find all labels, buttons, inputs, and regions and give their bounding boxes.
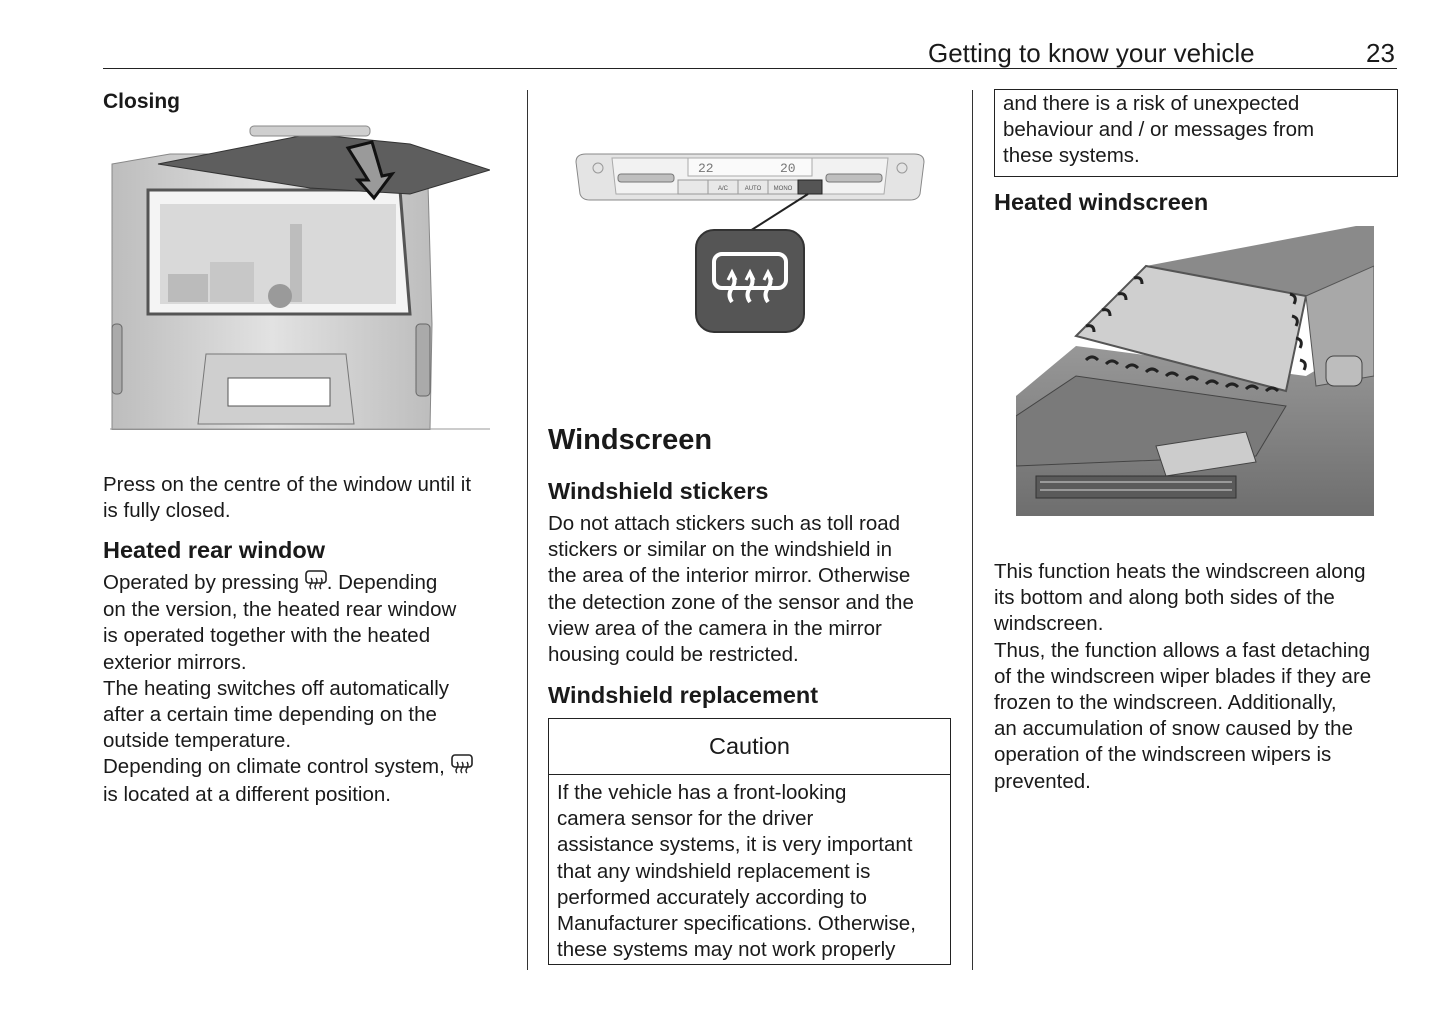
panel-display-left: 22 [698,161,714,176]
heated-windscreen-text: This function heats the windscreen along its bottom and along both sides of the windscreen. Thus, the function allows a fast detaching of the windscreen wiper blades if they are frozen to the windscreen. Additionally, an accumulation of snow caused by the operation of the windscreen wipers is prevented. [994,560,1372,793]
caution-box [548,718,951,965]
closing-paragraph-block [103,472,518,524]
windshield-stickers-text: Do not attach stickers such as toll road stickers or similar on the windshield in the area of the interior mirror. Otherwise the detection zone of the sensor and the view area of the camera in the mirror housing could be restricted. [548,512,914,667]
depending-text: . Depending [326,571,438,594]
header-divider [103,68,1397,69]
windshield-replacement-heading: Windshield replacement [548,682,819,708]
operated-by-text: Operated by pressing [103,571,305,594]
closing-heading: Closing [103,90,180,113]
panel-display-right: 20 [780,161,796,176]
tailgate-closing-figure [110,124,490,430]
windshield-stickers-heading: Windshield stickers [548,478,769,504]
panel-button-label: MONO [773,186,793,192]
climate-control-text: Depending on climate control system, [103,755,451,779]
heated-rear-window-icon [696,230,804,332]
climate-panel-figure [572,150,928,335]
heated-windscreen-figure [1016,226,1374,516]
climate-control-line [103,754,518,781]
windshield-stickers-section [548,478,963,668]
panel-button-label: A/C [717,186,729,192]
heated-windscreen-heading: Heated windscreen [994,189,1209,215]
closing-paragraph: Press on the centre of the window until it is fully closed. [103,473,472,523]
caution-title: Caution [549,719,950,775]
heated-rear-window-icon [305,570,327,597]
caution-continued-box: and there is a risk of unexpected behaviour and / or messages from these systems. [994,89,1398,177]
panel-button-label: AUTO [744,186,762,192]
caution-text: If the vehicle has a front-looking camera sensor for the driver assistance systems, it is very important that any windshield replacement is performed accurately according to Manufacturer specifications. Otherwise, these systems may not work properly [557,781,916,962]
heated-rear-window-body: on the version, the heated rear window is operated together with the heated exterior mirrors. The heating switches off automatically after a certain time depending on the outside temperature. [103,598,457,753]
page-number: 23 [1366,38,1395,68]
column-divider-right [972,90,973,970]
windscreen-section [548,424,963,457]
heated-rear-window-section [103,537,518,808]
windshield-replacement-section [548,682,963,709]
heated-rear-window-icon [451,754,473,781]
heated-windscreen-heading-block [994,189,1404,216]
column-divider-left [527,90,528,970]
section-title: Getting to know your vehicle [928,38,1255,68]
windscreen-heading: Windscreen [548,424,713,456]
heated-rear-window-line1 [103,570,518,597]
heated-rear-window-heading: Heated rear window [103,537,325,563]
heated-windscreen-text-block [994,559,1404,795]
different-position-text: is located at a different position. [103,782,391,806]
